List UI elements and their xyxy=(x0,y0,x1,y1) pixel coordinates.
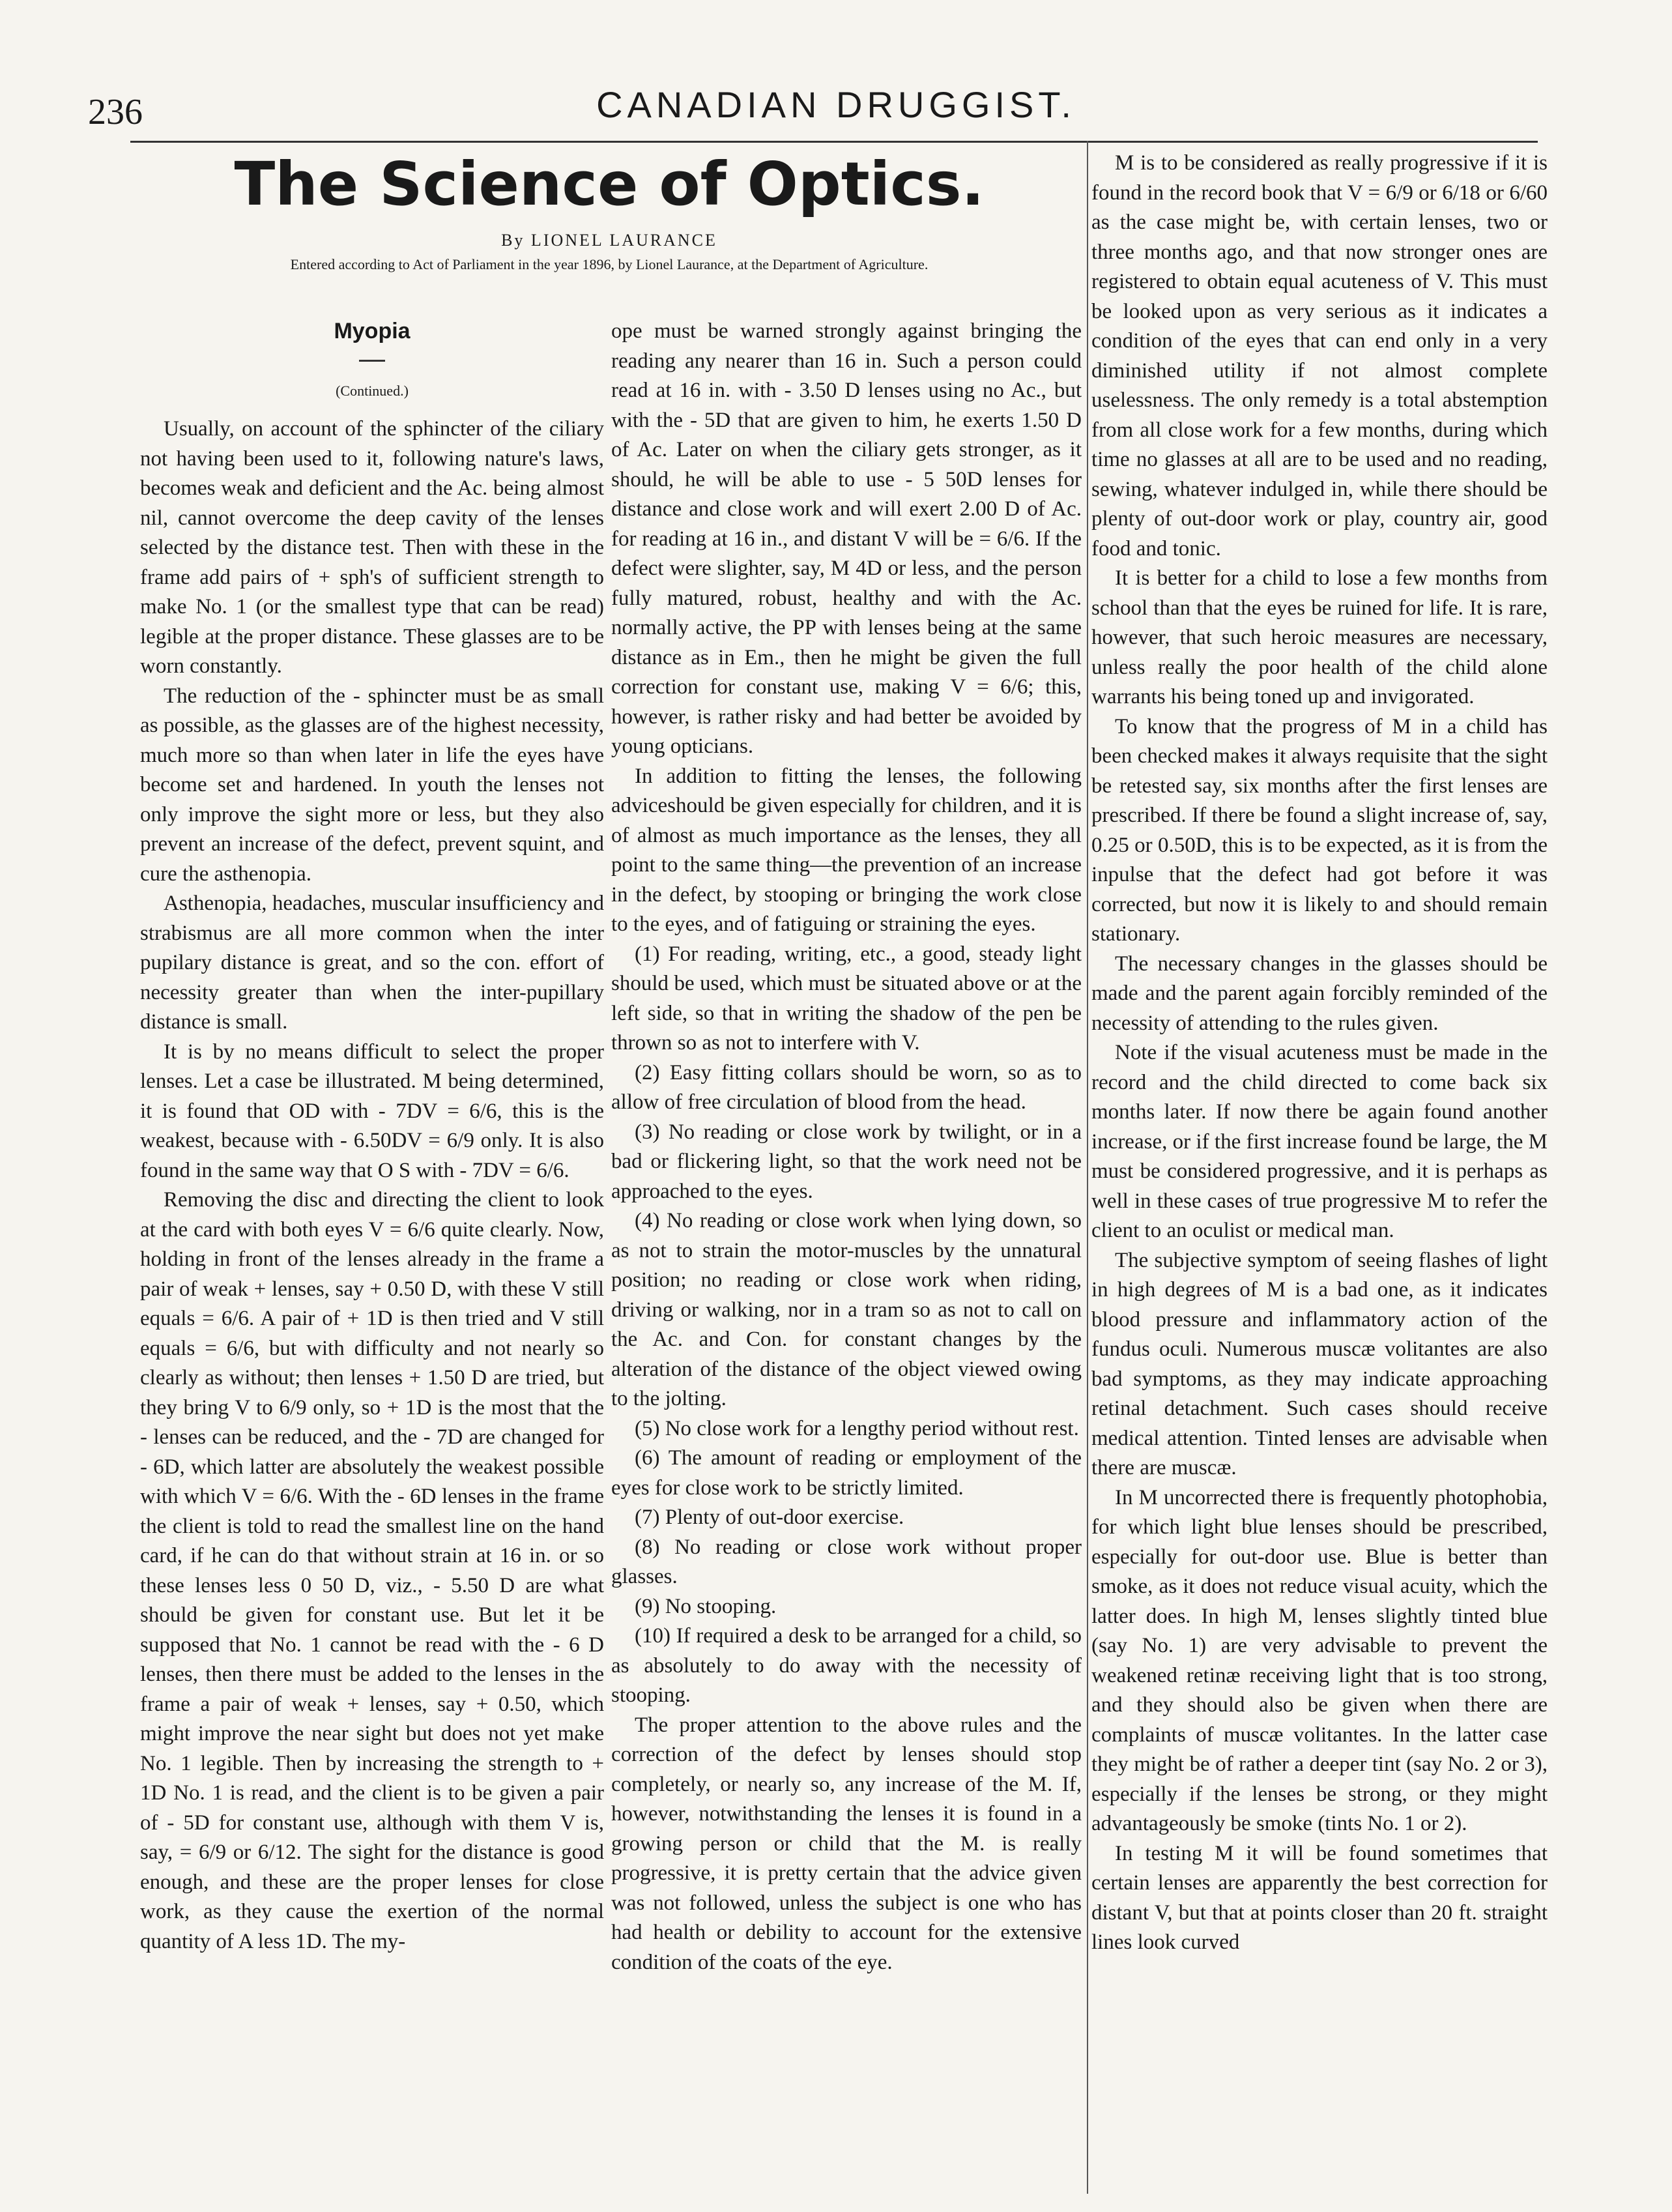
rule-item: (1) For reading, writing, etc., a good, steady light should be used, which must be situated above or at the left side, so that in writing the shadow of the pen be thrown so as not to interfere with V. xyxy=(611,942,1082,1055)
column-2 xyxy=(611,317,1082,1977)
paragraph: It is better for a child to lose a few months from school than that the eyes be ruined for life. It is rare, however, that such heroic measures are necessary, unless really the poor health of the child alone warrants his being toned up and invigorated. xyxy=(1091,566,1548,708)
paragraph: M is to be considered as really progressive if it is found in the record book that V = 6/9 or 6/18 or 6/60 as the case might be, with certain lenses, two or three months ago, and that now stronger ones are registered to obtain equal acuteness of V. This must be looked upon as very serious as it indicates a condition of the eyes that can end only in a very diminished utility if not almost complete uselessness. The only remedy is a total abstemption from all close work for a few months, during which time no glasses at all are to be used and no reading, sewing, whatever indulged in, while there should be plenty of out-door work or play, country air, good food and tonic. xyxy=(1091,151,1548,560)
column-3 xyxy=(1091,149,1548,1958)
paragraph: ope must be warned strongly against bringing the reading any nearer than 16 in. Such a person could read at 16 in. with - 3.50 D lenses using no Ac., but with the - 5D that are given to him, he exerts 1.50 D of Ac. Later on when the ciliary gets stronger, as it should, he will be able to use - 5 50D lenses for distance and close work and will exert 2.00 D of Ac. for reading at 16 in., and distant V will be = 6/6. If the defect were slighter, say, M 4D or less, and the person fully matured, robust, healthy and with the Ac. normally active, the PP with lenses being at the same distance as in Em., then he might be given the full correction for constant use, making V = 6/6; this, however, is rather risky and had better be avoided by young opticians. xyxy=(611,319,1082,758)
heading-dash xyxy=(359,360,385,362)
paragraph: The necessary changes in the glasses should be made and the parent again forcibly reminded of the necessity of attending to the rules given. xyxy=(1091,952,1548,1035)
header-rule xyxy=(130,141,1538,143)
paragraph: The reduction of the - sphincter must be as small as possible, as the glasses are of the highest necessity, much more so than when later in life the eyes have become set and hardened. In youth the lenses not only improve the sight more or less, but they also prevent an increase of the defect, prevent squint, and cure the asthenopia. xyxy=(140,684,604,886)
byline: By LIONEL LAURANCE xyxy=(501,230,717,250)
rule-item: (9) No stooping. xyxy=(635,1594,777,1618)
section-heading: Myopia xyxy=(334,319,411,343)
paragraph: It is by no means difficult to select the proper lenses. Let a case be illustrated. M being determined, it is found that OD with - 7DV = 6/6, this is the weakest, because with - 6.50DV = 6/9 only. It is also found in the same way that O S with - 7DV = 6/6. xyxy=(140,1040,604,1182)
paragraph: In addition to fitting the lenses, the following adviceshould be given especially for children, and it is of almost as much importance as the lenses, they all point to the same thing—the prevention of an increase in the defect, by stooping or bringing the work close to the eyes, and of fatiguing or straining the eyes. xyxy=(611,764,1082,936)
copyright-notice: Entered according to Act of Parliament in the year 1896, by Lionel Laurance, at the Department of Agriculture. xyxy=(290,255,929,272)
paragraph: Asthenopia, headaches, muscular insufficiency and strabismus are all more common when the inter pupilary distance is great, and so the con. effort of necessity greater than when the inter-pupillary distance is small. xyxy=(140,892,604,1034)
rule-item: (10) If required a desk to be arranged for a child, so as absolutely to do away with the necessity of stooping. xyxy=(611,1624,1082,1707)
column-divider-right xyxy=(1087,141,1088,2194)
paragraph: Usually, on account of the sphincter of the ciliary not having been used to it, following nature's laws, becomes weak and deficient and the Ac. being almost nil, cannot overcome the deep cavity of the lenses selected by the distance test. Then with these in the frame add pairs of + sph's of sufficient strength to make No. 1 (or the smallest type that can be read) legible at the proper distance. These glasses are to be worn constantly. xyxy=(140,417,604,678)
paragraph: The subjective symptom of seeing flashes of light in high degrees of M is a bad one, as it indicates blood pressure and inflammatory action of the fundus oculi. Numerous muscæ volitantes are also bad symptoms, as they may indicate approaching retinal detachment. Such cases should receive medical attention. Tinted lenses are advisable when there are muscæ. xyxy=(1091,1248,1548,1479)
column-1 xyxy=(140,317,604,1957)
rule-item: (2) Easy fitting collars should be worn, so as to allow of free circulation of blood from the head. xyxy=(611,1060,1082,1114)
rule-item: (8) No reading or close work without proper glasses. xyxy=(611,1535,1082,1588)
rule-item: (6) The amount of reading or employment of the eyes for close work to be strictly limited. xyxy=(611,1446,1082,1500)
paragraph: To know that the progress of M in a child has been checked makes it always requisite that the sight be retested say, six months after the first lenses are prescribed. If there be found a slight increase of, say, 0.25 or 0.50D, this is to be expected, as it is from the inpulse that the defect had got before it was corrected, but now it is likely to and should remain stationary. xyxy=(1091,714,1548,946)
rule-item: (7) Plenty of out-door exercise. xyxy=(635,1506,904,1529)
paragraph: In testing M it will be found sometimes that certain lenses are apparently the best correction for distant V, but that at points closer than 20 ft. straight lines look curved xyxy=(1091,1841,1548,1954)
continued-note: (Continued.) xyxy=(336,382,409,399)
rule-item: (3) No reading or close work by twilight, or in a bad or flickering light, so that the work need not be approached to the eyes. xyxy=(611,1120,1082,1203)
article-title: The Science of Optics. xyxy=(234,149,985,219)
page-number: 236 xyxy=(88,92,143,132)
paragraph: Note if the visual acuteness must be made in the record and the child directed to come back six months later. If now there be again found another increase, or if the first increase found be large, the M must be considered progressive, and it is perhaps as well in these cases of true progressive M to refer the client to an oculist or medical man. xyxy=(1091,1041,1548,1242)
running-head: CANADIAN DRUGGIST. xyxy=(596,84,1076,125)
rule-item: (5) No close work for a lengthy period without rest. xyxy=(635,1416,1079,1440)
paragraph: Removing the disc and directing the client to look at the card with both eyes V = 6/6 quite clearly. Now, holding in front of the lenses already in the frame a pair of weak + lenses, say + 0.50 D, with these V still equals = 6/6. A pair of + 1D is then tried and V still equals = 6/6, but with difficulty and not nearly so clearly as without; then lenses + 1.50 D are tried, but they bring V to 6/9 only, so + 1D is the most that the - lenses can be reduced, and the - 7D are changed for - 6D, which latter are absolutely the weakest possible with which V = 6/6. With the - 6D lenses in the frame the client is told to read the smallest line on the hand card, if he can do that without strain at 16 in. or so these lenses less 0 50 D, viz., - 5.50 D are what should be given for constant use. But let it be supposed that No. 1 cannot be read with the - 6 D lenses, then there must be added to the lenses in the frame a pair of weak + lenses, say + 0.50, which might improve the near sight but does not yet make No. 1 legible. Then by increasing the strength to + 1D No. 1 is read, and the client is to be given a pair of - 5D for constant use, although with them V is, say, = 6/9 or 6/12. The sight for the distance is good enough, and these are the proper lenses for close work, as they cause the exertion of the normal quantity of A less 1D. The my- xyxy=(140,1188,604,1953)
paragraph: The proper attention to the above rules and the correction of the defect by lenses should stop completely, or nearly so, any increase of the M. If, however, notwithstanding the lenses it is found in a growing person or child that the M. is really progressive, it is pretty certain that the advice given was not followed, unless the subject is one who has had health or debility to account for the extensive condition of the coats of the eye. xyxy=(611,1713,1082,1974)
paragraph: In M uncorrected there is frequently photophobia, for which light blue lenses should be prescribed, especially for out-door use. Blue is better than smoke, as it does not reduce visual acuity, which the latter does. In high M, lenses slightly tinted blue (say No. 1) are very advisable to prevent the weakened retinæ receiving light that is too strong, and they should also be given when there are complaints of muscæ volitantes. In the latter case they might be of rather a deeper tint (say No. 2 or 3), especially if the lenses be strong, or they might advantageously be smoke (tints No. 1 or 2). xyxy=(1091,1485,1548,1835)
rule-item: (4) No reading or close work when lying down, so as not to strain the motor-muscles by the unnatural position; no reading or close work when riding, driving or walking, nor in a tram so as not to call on the Ac. and Con. for constant changes by the alteration of the distance of the object viewed owing to the jolting. xyxy=(611,1209,1082,1410)
title-block xyxy=(130,150,1088,273)
